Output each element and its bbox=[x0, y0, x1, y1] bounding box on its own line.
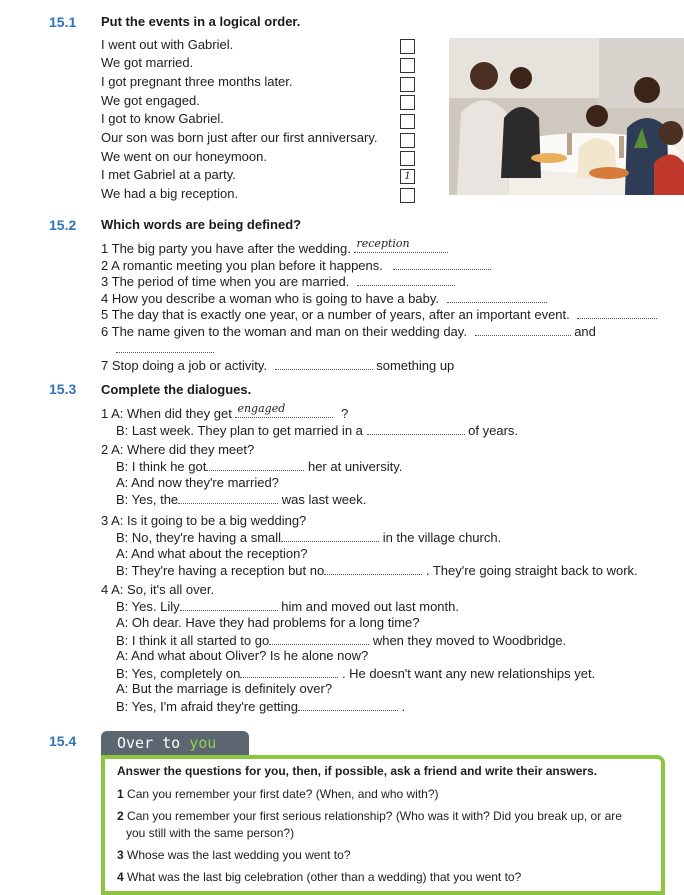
dialogue-line: A: Oh dear. Have they had problems for a long time? bbox=[116, 615, 420, 630]
section-heading-15-3: Complete the dialogues. bbox=[101, 382, 252, 397]
item-number: 1 bbox=[101, 241, 109, 256]
dialogue-line bbox=[116, 665, 595, 682]
dialogue-text: her at university. bbox=[307, 459, 403, 474]
dialogue-line bbox=[101, 402, 349, 422]
definition-text: How you describe a woman who is going to have a baby. bbox=[111, 291, 439, 306]
definition-item bbox=[101, 237, 448, 257]
item-number: 6 bbox=[101, 324, 109, 339]
question-number: 3 bbox=[117, 848, 124, 862]
dialogue-text: him and moved out last month. bbox=[281, 599, 459, 614]
event-item: We got married. bbox=[101, 55, 194, 70]
item-number: 2 bbox=[101, 258, 109, 273]
dialogue-text: B: Yes, the bbox=[116, 492, 179, 507]
dialogue-line bbox=[101, 442, 254, 458]
definition-item bbox=[101, 357, 454, 374]
order-checkbox[interactable] bbox=[400, 58, 415, 73]
dialogue-text: in the village church. bbox=[382, 530, 502, 545]
definition-connector: and bbox=[574, 324, 596, 339]
definition-text: Stop doing a job or activity. bbox=[111, 358, 267, 373]
dialogue-line bbox=[116, 529, 501, 546]
definition-item bbox=[101, 273, 455, 290]
question-number: 1 bbox=[117, 787, 124, 801]
dialogue-number: 4 bbox=[101, 582, 109, 597]
dialogue-text: B: They're having a reception but no bbox=[116, 563, 325, 578]
event-item: I got to know Gabriel. bbox=[101, 111, 224, 126]
answer-blank[interactable] bbox=[475, 323, 571, 336]
dialogue-line: A: And what about the reception? bbox=[116, 546, 308, 561]
wedding-party-photo bbox=[449, 38, 684, 195]
answer-blank[interactable] bbox=[393, 257, 491, 270]
dialogue-line bbox=[101, 582, 214, 598]
dialogue-line bbox=[116, 632, 566, 649]
answer-blank[interactable] bbox=[269, 632, 369, 645]
dialogue-line: A: And now they're married? bbox=[116, 475, 279, 490]
dialogue-text: was last week. bbox=[281, 492, 367, 507]
section-heading-15-1: Put the events in a logical order. bbox=[101, 14, 301, 29]
event-item: I met Gabriel at a party. bbox=[101, 167, 236, 182]
definition-text: The big party you have after the wedding. bbox=[111, 241, 351, 256]
dialogue-line: A: But the marriage is definitely over? bbox=[116, 681, 333, 696]
dialogue-line bbox=[116, 598, 459, 615]
order-checkbox[interactable] bbox=[400, 95, 415, 110]
answer-blank[interactable] bbox=[235, 402, 333, 418]
order-checkbox[interactable] bbox=[400, 77, 415, 92]
question-number: 2 bbox=[117, 809, 124, 823]
order-checkbox[interactable]: 1 bbox=[400, 169, 415, 184]
section-number-15-4: 15.4 bbox=[49, 733, 77, 749]
item-number: 3 bbox=[101, 274, 109, 289]
definition-item-continued bbox=[116, 340, 214, 357]
dialogue-text: B: Last week. They plan to get married in a bbox=[116, 423, 363, 438]
dialogue-line bbox=[116, 458, 402, 475]
definition-connector: something up bbox=[376, 358, 455, 373]
dialogue-text: B: Yes, I'm afraid they're getting bbox=[116, 699, 299, 714]
answer-blank[interactable] bbox=[180, 598, 278, 611]
definition-text: The day that is exactly one year, or a number of years, after an important event. bbox=[111, 307, 570, 322]
dialogue-text: . He doesn't want any new relationships yet. bbox=[341, 666, 596, 681]
definition-text: The name given to the woman and man on their wedding day. bbox=[111, 324, 467, 339]
question-item bbox=[117, 869, 521, 885]
event-item: I got pregnant three months later. bbox=[101, 74, 293, 89]
answer-blank[interactable] bbox=[116, 340, 214, 353]
question-text: What was the last big celebration (other than a wedding) that you went to? bbox=[127, 870, 522, 884]
question-text: Whose was the last wedding you went to? bbox=[127, 848, 351, 862]
answer-blank[interactable] bbox=[298, 698, 398, 711]
section-heading-15-2: Which words are being defined? bbox=[101, 217, 302, 232]
definition-item bbox=[101, 323, 596, 340]
order-checkbox[interactable] bbox=[400, 114, 415, 129]
event-item: Our son was born just after our first anniversary. bbox=[101, 130, 378, 145]
answer-blank[interactable] bbox=[577, 306, 657, 319]
dialogue-text: B: I think he got bbox=[116, 459, 207, 474]
item-number: 7 bbox=[101, 358, 109, 373]
section-number-15-3: 15.3 bbox=[49, 381, 77, 397]
dialogue-line bbox=[101, 513, 306, 529]
over-to-you-instructions: Answer the questions for you, then, if possible, ask a friend and write their answers. bbox=[117, 764, 598, 778]
event-item: We went on our honeymoon. bbox=[101, 149, 267, 164]
dialogue-text: B: Yes. Lily bbox=[116, 599, 180, 614]
answer-blank[interactable] bbox=[357, 273, 455, 286]
dialogue-number: 3 bbox=[101, 513, 109, 528]
event-item: I went out with Gabriel. bbox=[101, 37, 234, 52]
event-item: We had a big reception. bbox=[101, 186, 239, 201]
answer-blank[interactable] bbox=[354, 237, 448, 253]
question-item-continued: you still with the same person?) bbox=[126, 826, 295, 840]
definition-item bbox=[101, 306, 657, 323]
section-number-15-1: 15.1 bbox=[49, 14, 77, 30]
dialogue-text: B: No, they're having a small bbox=[116, 530, 282, 545]
answer-handwritten: reception bbox=[356, 237, 410, 250]
question-text: Can you remember your first date? (When, and who with?) bbox=[127, 787, 439, 801]
answer-blank[interactable] bbox=[281, 529, 379, 542]
section-number-15-2: 15.2 bbox=[49, 217, 77, 233]
order-checkbox[interactable] bbox=[400, 39, 415, 54]
definition-item bbox=[101, 257, 491, 274]
definition-text: A romantic meeting you plan before it happens. bbox=[111, 258, 383, 273]
dialogue-line bbox=[116, 562, 638, 579]
wedding-party-photo-icon bbox=[449, 38, 684, 195]
question-number: 4 bbox=[117, 870, 124, 884]
question-item bbox=[117, 808, 622, 824]
definition-item bbox=[101, 290, 547, 307]
dialogue-text: A: Where did they meet? bbox=[111, 442, 255, 457]
dialogue-line bbox=[116, 422, 518, 439]
answer-handwritten: engaged bbox=[237, 402, 286, 415]
dialogue-text: B: Yes, completely on bbox=[116, 666, 241, 681]
item-number: 4 bbox=[101, 291, 109, 306]
order-checkbox[interactable] bbox=[400, 188, 415, 203]
answer-blank[interactable] bbox=[206, 458, 304, 471]
dialogue-text: B: I think it all started to go bbox=[116, 633, 270, 648]
tab-label: Over to bbox=[117, 734, 190, 752]
answer-blank[interactable] bbox=[240, 665, 338, 678]
dialogue-line bbox=[116, 491, 366, 508]
question-item bbox=[117, 847, 351, 863]
answer-blank[interactable] bbox=[275, 357, 373, 370]
answer-blank[interactable] bbox=[178, 491, 278, 504]
dialogue-number: 1 bbox=[101, 406, 109, 421]
question-text: Can you remember your first serious relationship? (Who was it with? Did you break up, or are bbox=[127, 809, 622, 823]
dialogue-number: 2 bbox=[101, 442, 109, 457]
dialogue-text: of years. bbox=[468, 423, 519, 438]
answer-blank[interactable] bbox=[367, 422, 465, 435]
dialogue-line: A: And what about Oliver? Is he alone now? bbox=[116, 648, 369, 663]
definition-text: The period of time when you are married. bbox=[111, 274, 350, 289]
dialogue-text: . bbox=[401, 699, 406, 714]
dialogue-line bbox=[116, 698, 405, 715]
over-to-you-tab bbox=[101, 731, 249, 756]
dialogue-text: . They're going straight back to work. bbox=[425, 563, 638, 578]
item-number: 5 bbox=[101, 307, 109, 322]
dialogue-text: A: When did they get bbox=[111, 406, 232, 421]
answer-blank[interactable] bbox=[324, 562, 422, 575]
dialogue-text: A: Is it going to be a big wedding? bbox=[111, 513, 307, 528]
order-checkbox[interactable] bbox=[400, 133, 415, 148]
dialogue-text: when they moved to Woodbridge. bbox=[372, 633, 567, 648]
event-item: We got engaged. bbox=[101, 93, 200, 108]
question-item bbox=[117, 786, 439, 802]
dialogue-text: ? bbox=[341, 406, 349, 421]
order-checkbox[interactable] bbox=[400, 151, 415, 166]
tab-label-accent: you bbox=[189, 734, 217, 752]
answer-blank[interactable] bbox=[447, 290, 547, 303]
dialogue-text: A: So, it's all over. bbox=[111, 582, 215, 597]
